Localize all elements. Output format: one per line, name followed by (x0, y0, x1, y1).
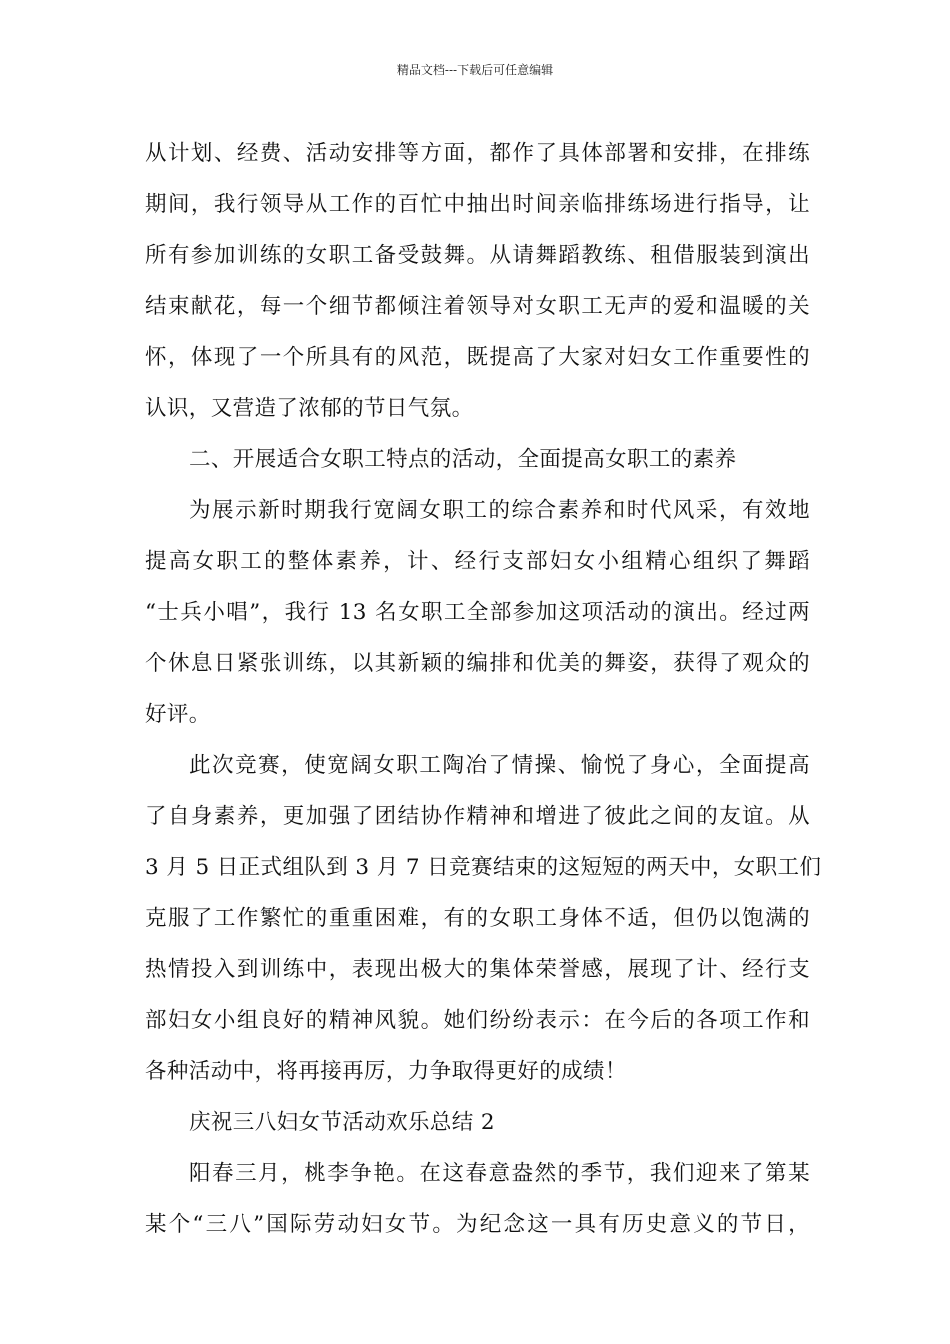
text-line-9: 提高女职工的整体素养，计、经行支部妇女小组精心组织了舞蹈 (145, 549, 810, 574)
text-line-8: 为展示新时期我行宽阔女职工的综合素养和时代风采，有效地 (189, 498, 810, 523)
text-line-3: 所有参加训练的女职工备受鼓舞。从请舞蹈教练、租借服装到演出 (145, 243, 810, 268)
text-line-12: 好评。 (145, 702, 211, 727)
text-line-4: 结束献花，每一个细节都倾注着领导对女职工无声的爱和温暖的关 (145, 294, 810, 319)
text-line-21: 阳春三月，桃李争艳。在这春意盎然的季节，我们迎来了第某 (189, 1161, 810, 1186)
text-line-5: 怀，体现了一个所具有的风范，既提高了大家对妇女工作重要性的 (145, 345, 810, 370)
section-heading-2: 二、开展适合女职工特点的活动，全面提高女职工的素养 (189, 447, 737, 472)
text-line-1: 从计划、经费、活动安排等方面，都作了具体部署和安排，在排练 (145, 141, 810, 166)
text-line-18: 部妇女小组良好的精神风貌。她们纷纷表示：在今后的各项工作和 (145, 1008, 810, 1033)
text-line-15: 3 月 5 日正式组队到 3 月 7 日竞赛结束的这短短的两天中，女职工们 (145, 855, 822, 880)
text-line-10: “士兵小唱”，我行 13 名女职工全部参加这项活动的演出。经过两 (145, 600, 810, 625)
text-line-6: 认识，又营造了浓郁的节日气氛。 (145, 396, 474, 421)
page-header: 精品文档---下载后可任意编辑 (396, 63, 554, 77)
text-line-17: 热情投入到训练中，表现出极大的集体荣誉感，展现了计、经行支 (145, 957, 810, 982)
text-line-11: 个休息日紧张训练，以其新颖的编排和优美的舞姿，获得了观众的 (145, 651, 810, 676)
text-line-2: 期间，我行领导从工作的百忙中抽出时间亲临排练场进行指导，让 (145, 192, 810, 217)
text-line-22: 某个“三八”国际劳动妇女节。为纪念这一具有历史意义的节日， (145, 1212, 810, 1237)
text-line-16: 克服了工作繁忙的重重困难，有的女职工身体不适，但仍以饱满的 (145, 906, 810, 931)
text-line-14: 了自身素养，更加强了团结协作精神和增进了彼此之间的友谊。从 (145, 804, 810, 829)
document-body (145, 128, 822, 1250)
text-line-19: 各种活动中，将再接再厉，力争取得更好的成绩！ (145, 1059, 627, 1084)
text-line-13: 此次竞赛，使宽阔女职工陶冶了情操、愉悦了身心，全面提高 (189, 753, 810, 778)
article-title-2: 庆祝三八妇女节活动欢乐总结 2 (189, 1110, 496, 1135)
